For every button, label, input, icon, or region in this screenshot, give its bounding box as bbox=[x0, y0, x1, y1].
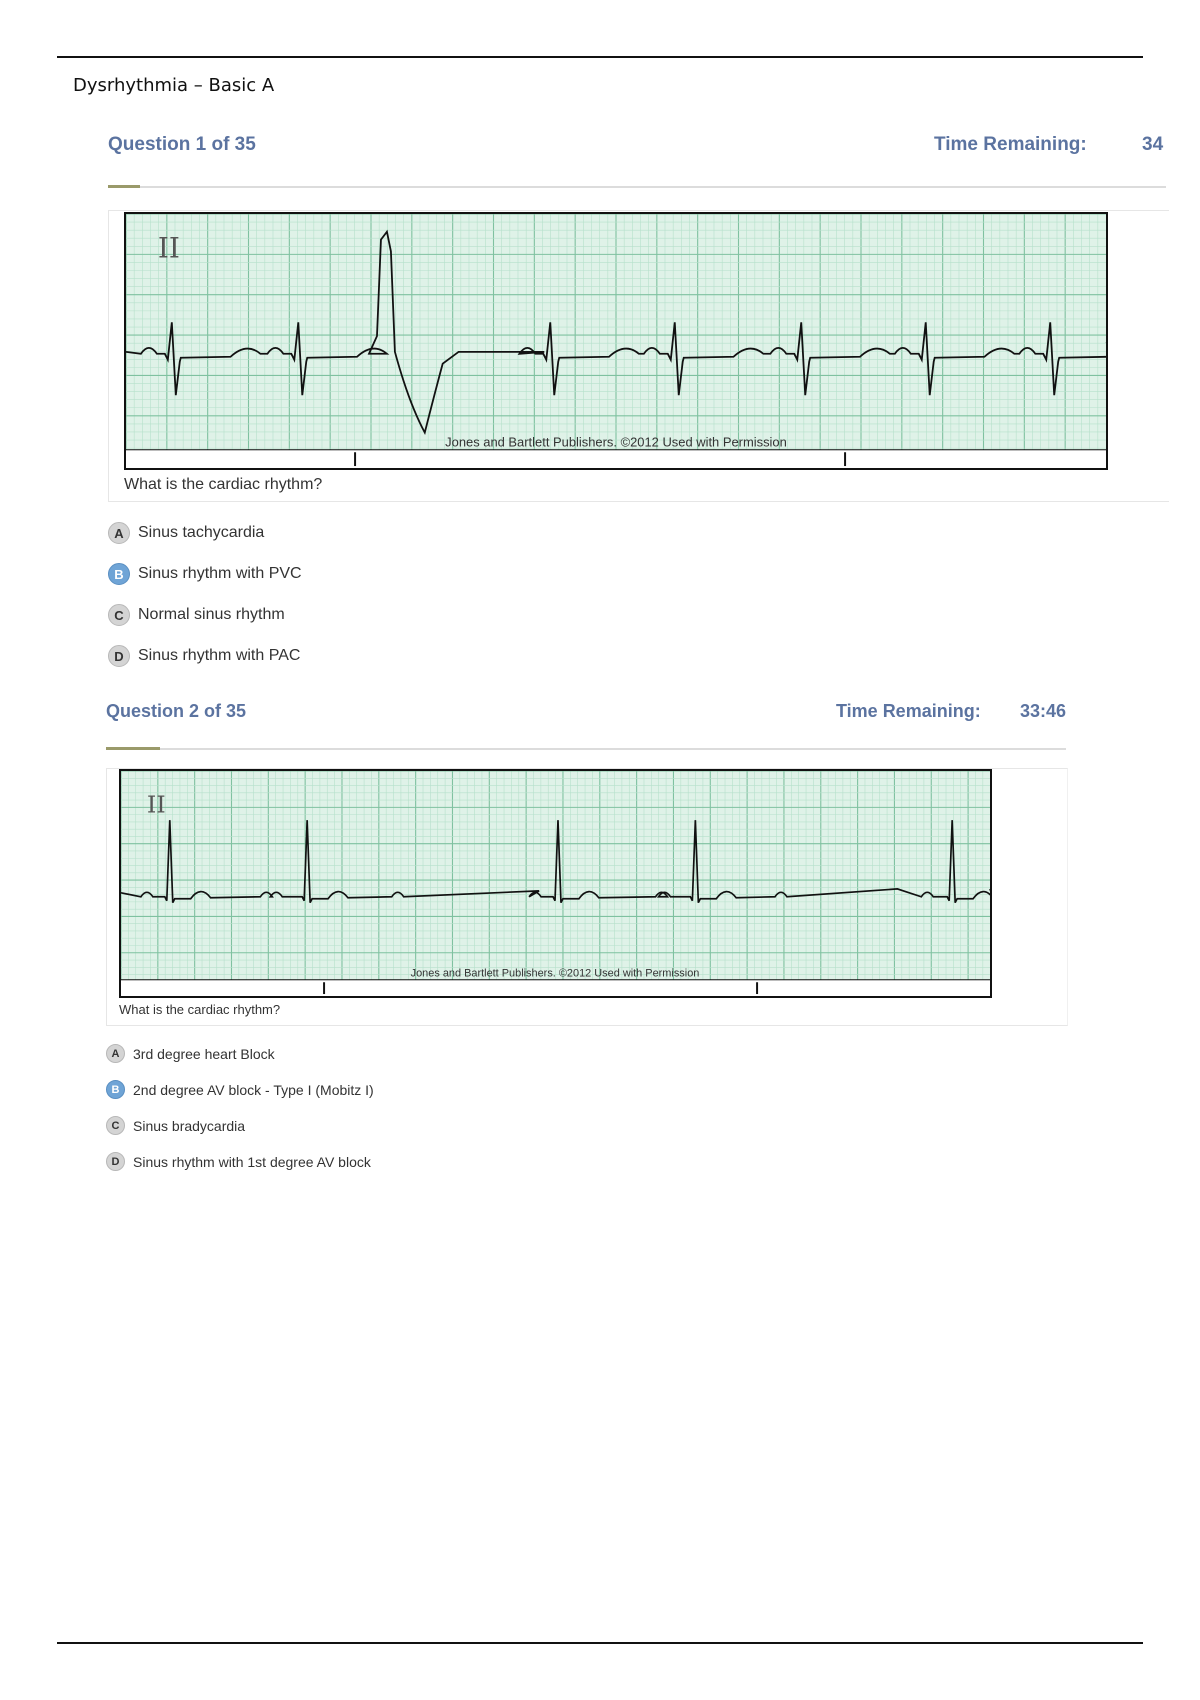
answer-option-d[interactable] bbox=[108, 645, 300, 667]
ecg-tracing bbox=[126, 214, 1106, 468]
progress-accent bbox=[106, 747, 160, 750]
option-badge-d: D bbox=[108, 645, 130, 667]
image-credit: Jones and Bartlett Publishers. ©2012 Used with Permission bbox=[410, 967, 700, 980]
document-title: Dysrhythmia – Basic A bbox=[73, 75, 275, 96]
header-divider bbox=[108, 186, 1166, 188]
option-badge-d: D bbox=[106, 1152, 125, 1171]
image-credit: Jones and Bartlett Publishers. ©2012 Used with Permission bbox=[445, 434, 787, 450]
answer-option-a[interactable] bbox=[108, 522, 264, 544]
time-remaining-label: Time Remaining: bbox=[934, 134, 1087, 155]
top-rule bbox=[57, 56, 1143, 58]
option-badge-a: A bbox=[106, 1044, 125, 1063]
option-badge-a: A bbox=[108, 522, 130, 544]
bottom-rule bbox=[57, 1642, 1143, 1644]
option-label: 2nd degree AV block - Type I (Mobitz I) bbox=[133, 1081, 374, 1098]
answer-option-c[interactable] bbox=[106, 1116, 245, 1135]
answer-option-b[interactable] bbox=[106, 1080, 374, 1099]
question-number: Question 1 of 35 bbox=[108, 134, 256, 155]
question-number: Question 2 of 35 bbox=[106, 701, 247, 721]
option-label: Sinus bradycardia bbox=[133, 1117, 246, 1134]
time-remaining-value: 33:46 bbox=[1020, 701, 1067, 721]
option-label: 3rd degree heart Block bbox=[133, 1045, 275, 1062]
question-prompt: What is the cardiac rhythm? bbox=[124, 476, 323, 493]
option-label: Sinus rhythm with PVC bbox=[138, 565, 302, 582]
option-badge-b-selected: B bbox=[106, 1080, 125, 1099]
ecg-tracing bbox=[121, 771, 990, 996]
option-label: Normal sinus rhythm bbox=[138, 606, 285, 623]
answer-option-c[interactable] bbox=[108, 604, 285, 626]
option-badge-c: C bbox=[106, 1116, 125, 1135]
ecg-strip bbox=[119, 769, 992, 998]
header-divider bbox=[106, 748, 1066, 750]
option-label: Sinus tachycardia bbox=[138, 524, 265, 541]
time-remaining-label: Time Remaining: bbox=[836, 701, 981, 721]
ecg-strip bbox=[124, 212, 1108, 470]
time-remaining-value: 34 bbox=[1142, 134, 1164, 155]
answer-option-d[interactable] bbox=[106, 1152, 371, 1171]
lead-label: II bbox=[157, 231, 180, 265]
answer-option-a[interactable] bbox=[106, 1044, 275, 1063]
option-label: Sinus rhythm with 1st degree AV block bbox=[133, 1153, 371, 1170]
option-label: Sinus rhythm with PAC bbox=[138, 647, 301, 664]
progress-accent bbox=[108, 185, 140, 188]
option-badge-c: C bbox=[108, 604, 130, 626]
lead-label: II bbox=[146, 790, 166, 819]
option-badge-b-selected: B bbox=[108, 563, 130, 585]
question-prompt: What is the cardiac rhythm? bbox=[119, 1002, 281, 1017]
answer-option-b[interactable] bbox=[108, 563, 302, 585]
